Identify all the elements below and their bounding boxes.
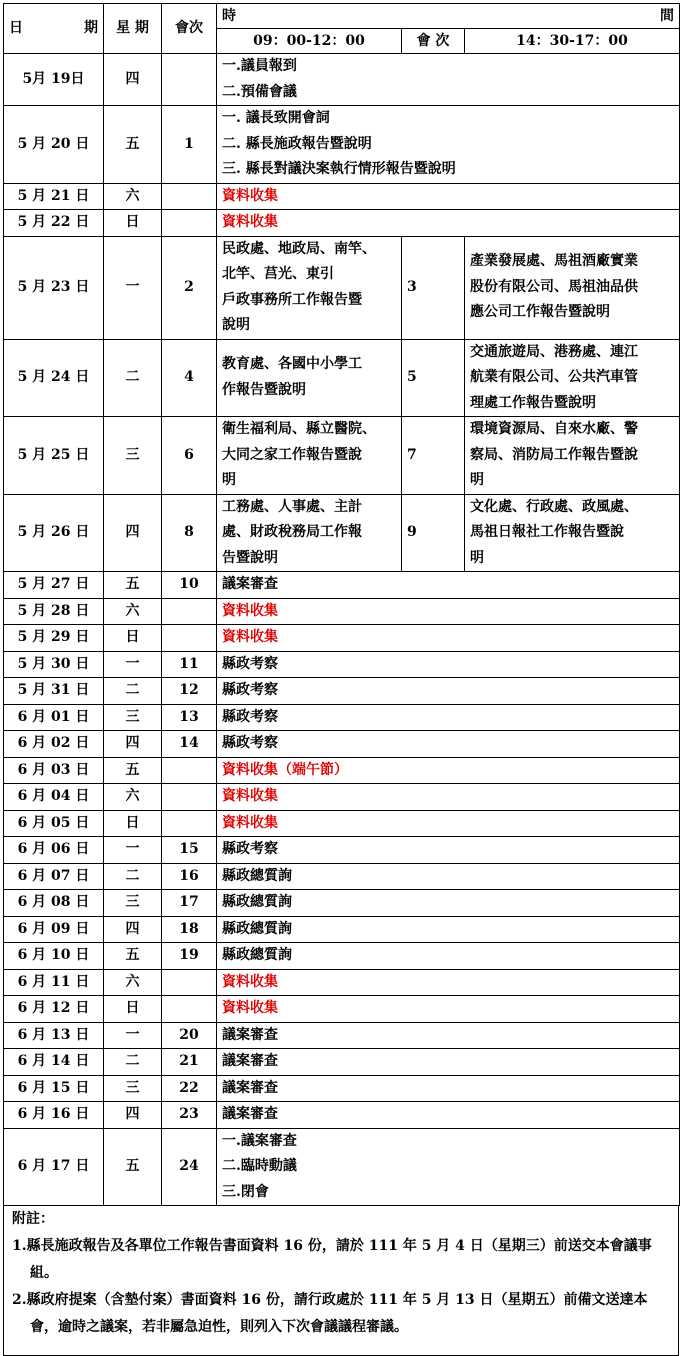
date-cell: 5 月 28 日 bbox=[4, 598, 104, 625]
date-cell: 6 月 13 日 bbox=[4, 1022, 104, 1049]
agenda-line: 資料收集 bbox=[222, 814, 278, 831]
session-cell: 18 bbox=[162, 916, 217, 943]
schedule-row bbox=[4, 969, 680, 996]
agenda-line: 縣政考察 bbox=[222, 655, 278, 672]
session-cell: 22 bbox=[162, 1075, 217, 1102]
weekday-cell: 四 bbox=[104, 54, 162, 106]
agenda-line: 航業有限公司、公共汽車管 bbox=[470, 369, 638, 385]
session-cell bbox=[162, 969, 217, 996]
session-cell bbox=[162, 625, 217, 652]
session-cell bbox=[162, 810, 217, 837]
weekday-cell: 三 bbox=[104, 704, 162, 731]
session-cell: 16 bbox=[162, 863, 217, 890]
weekday-cell: 四 bbox=[104, 731, 162, 758]
morning-agenda bbox=[217, 339, 402, 417]
morning-agenda bbox=[217, 572, 680, 599]
weekday-cell: 二 bbox=[104, 863, 162, 890]
morning-agenda bbox=[217, 1075, 680, 1102]
header-time-char1: 時 bbox=[222, 8, 236, 24]
agenda-line: 明 bbox=[470, 472, 484, 488]
schedule-row bbox=[4, 106, 680, 184]
weekday-cell: 三 bbox=[104, 890, 162, 917]
weekday-cell: 二 bbox=[104, 678, 162, 705]
schedule-row bbox=[4, 916, 680, 943]
date-cell: 6 月 02 日 bbox=[4, 731, 104, 758]
schedule-row bbox=[4, 704, 680, 731]
morning-agenda bbox=[217, 996, 680, 1023]
header-weekday: 星 期 bbox=[104, 4, 162, 54]
afternoon-session-cell: 9 bbox=[402, 494, 465, 572]
date-cell: 5 月 30 日 bbox=[4, 651, 104, 678]
schedule-row bbox=[4, 339, 680, 417]
session-cell: 11 bbox=[162, 651, 217, 678]
schedule-row bbox=[4, 236, 680, 339]
agenda-line: 說明 bbox=[222, 317, 250, 333]
weekday-cell: 五 bbox=[104, 106, 162, 184]
morning-agenda bbox=[217, 417, 402, 495]
date-cell: 5 月 31 日 bbox=[4, 678, 104, 705]
session-cell: 12 bbox=[162, 678, 217, 705]
agenda-line: 一. 議長致開會詞 bbox=[222, 110, 330, 126]
weekday-cell: 四 bbox=[104, 494, 162, 572]
weekday-cell: 日 bbox=[104, 210, 162, 237]
date-cell: 6 月 05 日 bbox=[4, 810, 104, 837]
schedule-row bbox=[4, 757, 680, 784]
session-cell: 17 bbox=[162, 890, 217, 917]
morning-agenda bbox=[217, 625, 680, 652]
header-date-char1: 日 bbox=[9, 19, 23, 36]
header-time-char2: 間 bbox=[660, 8, 674, 24]
agenda-line: 大同之家工作報告暨說 bbox=[222, 446, 362, 463]
agenda-line: 教育處、各國中小學工 bbox=[222, 356, 362, 373]
schedule-row bbox=[4, 731, 680, 758]
agenda-line: 產業發展處、馬祖酒廠實業 bbox=[470, 253, 638, 270]
agenda-line: 資料收集 bbox=[222, 973, 278, 990]
weekday-cell: 一 bbox=[104, 837, 162, 864]
schedule-row bbox=[4, 996, 680, 1023]
morning-agenda bbox=[217, 757, 680, 784]
session-cell: 20 bbox=[162, 1022, 217, 1049]
agenda-line: 應公司工作報告暨說明 bbox=[470, 304, 610, 321]
date-cell: 6 月 03 日 bbox=[4, 757, 104, 784]
morning-agenda bbox=[217, 916, 680, 943]
schedule-row bbox=[4, 598, 680, 625]
morning-agenda bbox=[217, 784, 680, 811]
weekday-cell: 六 bbox=[104, 969, 162, 996]
session-cell bbox=[162, 757, 217, 784]
weekday-cell: 三 bbox=[104, 1075, 162, 1102]
date-cell: 6 月 11 日 bbox=[4, 969, 104, 996]
weekday-cell: 二 bbox=[104, 339, 162, 417]
agenda-line: 股份有限公司、馬祖油品供 bbox=[470, 278, 638, 295]
note-item: 2.縣政府提案（含墊付案）書面資料 16 份，請行政處於 111 年 5 月 13 日（星期五）前備文送達本會，逾時之議案，若非屬急迫性，則列入下次會議議程審議。 bbox=[12, 1292, 648, 1335]
session-cell: 6 bbox=[162, 417, 217, 495]
date-cell: 6 月 07 日 bbox=[4, 863, 104, 890]
notes-section bbox=[3, 1206, 679, 1356]
agenda-line: 議案審查 bbox=[222, 1026, 278, 1043]
morning-agenda bbox=[217, 837, 680, 864]
schedule-row bbox=[4, 494, 680, 572]
morning-agenda bbox=[217, 494, 402, 572]
schedule-row bbox=[4, 810, 680, 837]
agenda-line: 馬祖日報社工作報告暨說 bbox=[470, 524, 624, 540]
session-cell: 23 bbox=[162, 1102, 217, 1129]
date-cell: 5 月 21 日 bbox=[4, 183, 104, 210]
agenda-line: 衛生福利局、縣立醫院、 bbox=[222, 421, 376, 437]
schedule-row bbox=[4, 837, 680, 864]
morning-agenda bbox=[217, 183, 680, 210]
weekday-cell: 日 bbox=[104, 625, 162, 652]
agenda-line: 三.閉會 bbox=[222, 1183, 269, 1200]
date-cell: 6 月 14 日 bbox=[4, 1049, 104, 1076]
date-cell: 6 月 12 日 bbox=[4, 996, 104, 1023]
agenda-line: 一.議員報到 bbox=[222, 58, 297, 74]
morning-agenda bbox=[217, 651, 680, 678]
session-cell: 13 bbox=[162, 704, 217, 731]
note-item: 1.縣長施政報告及各單位工作報告書面資料 16 份，請於 111 年 5 月 4 日（星期三）前送交本會議事組。 bbox=[12, 1238, 652, 1281]
date-cell: 5 月 22 日 bbox=[4, 210, 104, 237]
date-cell: 6 月 17 日 bbox=[4, 1128, 104, 1206]
schedule-row bbox=[4, 183, 680, 210]
agenda-line: 北竿、莒光、東引 bbox=[222, 266, 334, 282]
header-session-afternoon: 會 次 bbox=[402, 29, 465, 54]
afternoon-session-cell: 7 bbox=[402, 417, 465, 495]
agenda-line: 理處工作報告暨說明 bbox=[470, 394, 596, 411]
agenda-line: 縣政總質詢 bbox=[222, 867, 292, 884]
afternoon-agenda bbox=[465, 236, 680, 339]
session-cell: 8 bbox=[162, 494, 217, 572]
agenda-line: 議案審查 bbox=[222, 576, 278, 592]
date-cell: 5 月 25 日 bbox=[4, 417, 104, 495]
agenda-line: 資料收集 bbox=[222, 187, 278, 204]
agenda-line: 資料收集 bbox=[222, 1000, 278, 1016]
afternoon-session-cell: 5 bbox=[402, 339, 465, 417]
morning-agenda bbox=[217, 1102, 680, 1129]
morning-agenda bbox=[217, 890, 680, 917]
header-date-char2: 期 bbox=[84, 19, 98, 36]
agenda-line: 處、財政稅務局工作報 bbox=[222, 524, 362, 540]
agenda-line: 縣政考察 bbox=[222, 841, 278, 857]
agenda-line: 資料收集 bbox=[222, 788, 278, 804]
weekday-cell: 一 bbox=[104, 651, 162, 678]
session-cell bbox=[162, 183, 217, 210]
schedule-row bbox=[4, 943, 680, 970]
morning-agenda bbox=[217, 863, 680, 890]
date-cell: 6 月 15 日 bbox=[4, 1075, 104, 1102]
morning-agenda bbox=[217, 1128, 680, 1206]
agenda-line: 縣政考察 bbox=[222, 708, 278, 725]
header-time bbox=[217, 4, 680, 29]
schedule-row bbox=[4, 1102, 680, 1129]
agenda-line: 縣政考察 bbox=[222, 682, 278, 698]
date-cell: 6 月 10 日 bbox=[4, 943, 104, 970]
morning-agenda bbox=[217, 54, 680, 106]
agenda-line: 二.臨時動議 bbox=[222, 1158, 297, 1174]
schedule-row bbox=[4, 1022, 680, 1049]
morning-agenda bbox=[217, 943, 680, 970]
schedule-row bbox=[4, 784, 680, 811]
weekday-cell: 六 bbox=[104, 784, 162, 811]
schedule-row bbox=[4, 210, 680, 237]
date-cell: 6 月 01 日 bbox=[4, 704, 104, 731]
weekday-cell: 五 bbox=[104, 757, 162, 784]
morning-agenda bbox=[217, 210, 680, 237]
weekday-cell: 五 bbox=[104, 943, 162, 970]
date-cell: 5 月 27 日 bbox=[4, 572, 104, 599]
agenda-line: 環境資源局、自來水廠、警 bbox=[470, 421, 638, 437]
date-cell: 6 月 06 日 bbox=[4, 837, 104, 864]
schedule-row bbox=[4, 54, 680, 106]
schedule-sheet bbox=[3, 3, 679, 1356]
agenda-line: 資料收集 bbox=[222, 602, 278, 619]
date-cell: 6 月 16 日 bbox=[4, 1102, 104, 1129]
session-cell bbox=[162, 996, 217, 1023]
agenda-line: 明 bbox=[222, 472, 236, 488]
session-cell: 19 bbox=[162, 943, 217, 970]
morning-agenda bbox=[217, 678, 680, 705]
morning-agenda bbox=[217, 598, 680, 625]
notes-title: 附註： bbox=[12, 1211, 54, 1227]
agenda-line: 一.議案審查 bbox=[222, 1132, 297, 1149]
session-cell: 14 bbox=[162, 731, 217, 758]
agenda-line: 議案審查 bbox=[222, 1106, 278, 1122]
agenda-line: 資料收集（端午節） bbox=[222, 761, 348, 778]
date-cell: 5 月 23 日 bbox=[4, 236, 104, 339]
session-cell: 24 bbox=[162, 1128, 217, 1206]
agenda-line: 三. 縣長對議決案執行情形報告暨說明 bbox=[222, 161, 456, 177]
weekday-cell: 一 bbox=[104, 1022, 162, 1049]
session-cell: 1 bbox=[162, 106, 217, 184]
agenda-line: 議案審查 bbox=[222, 1079, 278, 1096]
session-cell bbox=[162, 784, 217, 811]
agenda-line: 民政處、地政局、南竿、 bbox=[222, 240, 376, 257]
morning-agenda bbox=[217, 731, 680, 758]
session-cell: 2 bbox=[162, 236, 217, 339]
schedule-row bbox=[4, 1075, 680, 1102]
weekday-cell: 四 bbox=[104, 916, 162, 943]
agenda-line: 戶政事務所工作報告暨 bbox=[222, 291, 362, 308]
morning-agenda bbox=[217, 106, 680, 184]
date-cell: 5 月 20 日 bbox=[4, 106, 104, 184]
date-cell: 6 月 04 日 bbox=[4, 784, 104, 811]
header-session: 會次 bbox=[162, 4, 217, 54]
agenda-line: 察局、消防局工作報告暨說 bbox=[470, 446, 638, 463]
morning-agenda bbox=[217, 236, 402, 339]
weekday-cell: 五 bbox=[104, 572, 162, 599]
agenda-line: 明 bbox=[470, 549, 484, 566]
date-cell: 5 月 29 日 bbox=[4, 625, 104, 652]
morning-agenda bbox=[217, 969, 680, 996]
weekday-cell: 五 bbox=[104, 1128, 162, 1206]
session-cell bbox=[162, 54, 217, 106]
weekday-cell: 日 bbox=[104, 996, 162, 1023]
agenda-line: 資料收集 bbox=[222, 214, 278, 230]
morning-agenda bbox=[217, 1022, 680, 1049]
weekday-cell: 六 bbox=[104, 598, 162, 625]
date-cell: 6 月 08 日 bbox=[4, 890, 104, 917]
date-cell: 5月 19日 bbox=[4, 54, 104, 106]
agenda-line: 縣政總質詢 bbox=[222, 894, 292, 910]
schedule-row bbox=[4, 417, 680, 495]
weekday-cell: 一 bbox=[104, 236, 162, 339]
header-morning: 09：00-12：00 bbox=[217, 29, 402, 54]
morning-agenda bbox=[217, 704, 680, 731]
session-cell: 10 bbox=[162, 572, 217, 599]
schedule-row bbox=[4, 651, 680, 678]
session-cell: 21 bbox=[162, 1049, 217, 1076]
afternoon-agenda bbox=[465, 417, 680, 495]
schedule-row bbox=[4, 625, 680, 652]
date-cell: 5 月 26 日 bbox=[4, 494, 104, 572]
agenda-line: 交通旅遊局、港務處、連江 bbox=[470, 343, 638, 360]
morning-agenda bbox=[217, 810, 680, 837]
schedule-row bbox=[4, 678, 680, 705]
agenda-line: 縣政總質詢 bbox=[222, 920, 292, 937]
schedule-row bbox=[4, 1049, 680, 1076]
schedule-row bbox=[4, 863, 680, 890]
afternoon-agenda bbox=[465, 494, 680, 572]
schedule-row bbox=[4, 1128, 680, 1206]
agenda-line: 作報告暨說明 bbox=[222, 381, 306, 398]
session-cell: 15 bbox=[162, 837, 217, 864]
weekday-cell: 日 bbox=[104, 810, 162, 837]
session-cell bbox=[162, 598, 217, 625]
morning-agenda bbox=[217, 1049, 680, 1076]
session-cell: 4 bbox=[162, 339, 217, 417]
weekday-cell: 六 bbox=[104, 183, 162, 210]
weekday-cell: 三 bbox=[104, 417, 162, 495]
schedule-row bbox=[4, 890, 680, 917]
agenda-line: 告暨說明 bbox=[222, 549, 278, 566]
agenda-line: 文化處、行政處、政風處、 bbox=[470, 498, 638, 515]
schedule-row bbox=[4, 572, 680, 599]
weekday-cell: 二 bbox=[104, 1049, 162, 1076]
schedule-table bbox=[3, 3, 680, 1206]
agenda-line: 議案審查 bbox=[222, 1053, 278, 1069]
agenda-line: 縣政考察 bbox=[222, 735, 278, 751]
schedule-rows bbox=[4, 54, 680, 1206]
weekday-cell: 四 bbox=[104, 1102, 162, 1129]
agenda-line: 資料收集 bbox=[222, 629, 278, 645]
header-date bbox=[4, 4, 104, 54]
agenda-line: 工務處、人事處、主計 bbox=[222, 498, 362, 515]
agenda-line: 二. 縣長施政報告暨說明 bbox=[222, 135, 372, 152]
agenda-line: 二.預備會議 bbox=[222, 83, 297, 100]
afternoon-agenda bbox=[465, 339, 680, 417]
header-afternoon: 14：30-17：00 bbox=[465, 29, 680, 54]
date-cell: 5 月 24 日 bbox=[4, 339, 104, 417]
session-cell bbox=[162, 210, 217, 237]
agenda-line: 縣政總質詢 bbox=[222, 947, 292, 963]
date-cell: 6 月 09 日 bbox=[4, 916, 104, 943]
afternoon-session-cell: 3 bbox=[402, 236, 465, 339]
